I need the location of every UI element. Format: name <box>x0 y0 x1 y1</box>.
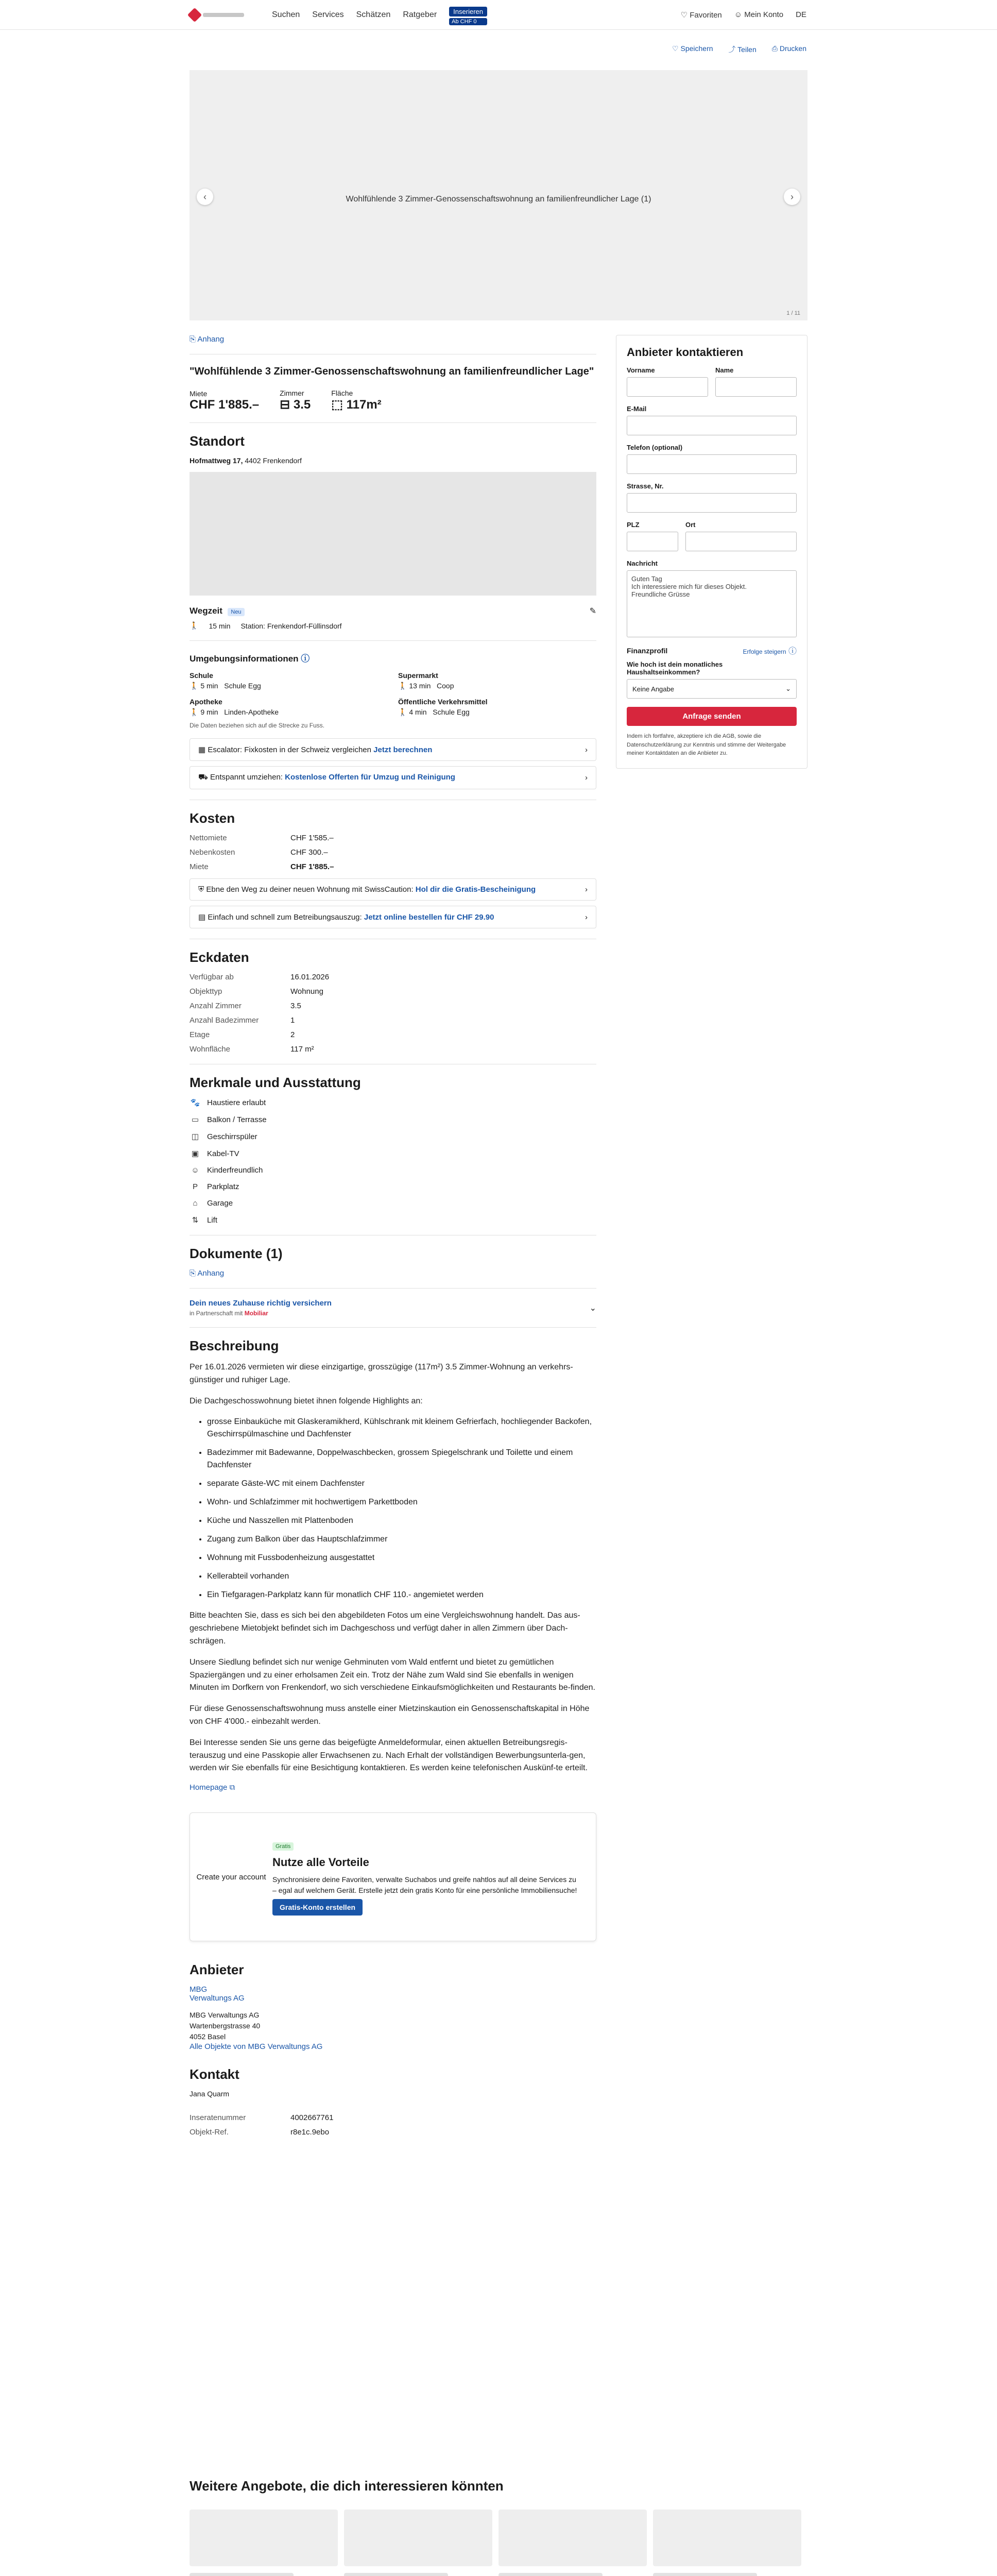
highlight-item: • Wohnung mit Fussbodenheizung ausgestattet <box>207 1552 596 1564</box>
eckdaten-key: Etage <box>190 1030 210 1039</box>
save-label: Speichern <box>680 44 713 53</box>
chevron-right-icon: › <box>585 745 588 754</box>
finance-link[interactable]: Erfolge steigern <box>743 648 786 655</box>
edit-icon[interactable]: ✎ <box>589 607 596 616</box>
street-input[interactable] <box>627 493 797 513</box>
print-label: Drucken <box>779 44 806 53</box>
new-badge: Neu <box>228 608 244 616</box>
merkmale-heading: Merkmale und Ausstattung <box>190 1075 361 1090</box>
favorites-label: Favoriten <box>690 11 722 20</box>
gallery-counter: 1 / 11 <box>786 310 800 316</box>
mobiliar-logo: Mobiliar <box>244 1310 268 1317</box>
insurance-box[interactable] <box>190 1299 596 1317</box>
favorites-link[interactable] <box>681 10 722 20</box>
nav-services[interactable]: Services <box>312 10 344 19</box>
share-button[interactable] <box>729 44 757 55</box>
message-textarea[interactable]: Guten Tag Ich interessiere mich für dieses Objekt. Freundliche Grüsse <box>627 570 797 637</box>
feature-item <box>190 1182 596 1191</box>
dokumente-heading: Dokumente (1) <box>190 1246 283 1261</box>
gallery-prev-button[interactable] <box>197 189 213 205</box>
elevator-icon: ⇅ <box>192 1216 199 1225</box>
city-label: Ort <box>685 521 696 529</box>
zip-label: PLZ <box>627 521 640 529</box>
lastname-input[interactable] <box>715 377 797 397</box>
balcony-icon: ▭ <box>191 1115 199 1124</box>
feature-label: Kinderfreundlich <box>207 1166 263 1175</box>
feature-item <box>190 1166 596 1175</box>
wegzeit-station: Station: Frenkendorf-Füllinsdorf <box>240 621 342 630</box>
attachment-icon: ⎘ <box>190 335 198 344</box>
wegzeit-label: Wegzeit <box>190 606 222 616</box>
eckdaten-row <box>190 987 596 996</box>
truck-icon: ⛟ <box>198 773 211 782</box>
area-label: Fläche <box>331 389 353 397</box>
city-input[interactable] <box>685 532 797 551</box>
account-link[interactable] <box>734 10 783 20</box>
feature-item <box>190 1149 596 1158</box>
walk-icon: 🚶 <box>398 682 407 690</box>
moving-card[interactable] <box>190 766 596 789</box>
inserieren-button[interactable] <box>449 7 487 25</box>
shield-icon: ⛨ <box>198 885 207 894</box>
eckdaten-value: 2 <box>290 1030 295 1039</box>
lastname-label: Name <box>715 366 734 374</box>
highlight-item: • grosse Einbauküche mit Glaskeramikherd, Kühlschrank mit kleinem Gefrierfach, hochliegender Backofen, Geschirrspülmaschine und Dachfenster <box>207 1416 596 1440</box>
swisscaution-card[interactable] <box>190 878 596 901</box>
dishwasher-icon: ◫ <box>191 1132 199 1141</box>
income-question: Wie hoch ist dein monatliches Haushaltseinkommen? <box>627 660 723 676</box>
description-p4: Bei Interesse senden Sie uns gerne das beigefügte Anmeldeformular, einen aktuellen Betreibungsregis-terauszug und eine Passkopie aller Erwachsenen zu. Nach Erhalt der vollständigen Bewerbungsunterla-gen, werden wir Sie ebenfalls für eine Besichtigung kontaktieren. Es werden keine telefonischen Auskünf-te erteilt. <box>190 1738 588 1773</box>
document-label: Anhang <box>197 1269 225 1278</box>
umgebung-item: Öffentliche Verkehrsmittel 🚶 4 min Schule Egg <box>398 698 488 716</box>
rooms-label: Zimmer <box>280 389 304 397</box>
listing-main <box>190 335 596 2142</box>
parking-icon: P <box>192 1182 198 1191</box>
offer-cards <box>190 2510 807 2576</box>
listing-id-row: Inseratenummer 4002667761 <box>190 2113 334 2123</box>
chevron-right-icon: › <box>585 885 588 894</box>
feature-item <box>190 1215 596 1225</box>
eckdaten-key: Objekttyp <box>190 987 222 996</box>
calculator-icon: ▦ <box>198 745 208 754</box>
chevron-down-icon: ⌄ <box>589 1303 596 1313</box>
description-intro: Per 16.01.2026 vermieten wir diese einzigartige, grosszügige (117m²) 3.5 Zimmer-Wohnung an verkehrs-günstiger und ruhiger Lage. <box>190 1363 573 1384</box>
walk-icon: 🚶 <box>398 708 407 716</box>
offer-card[interactable] <box>190 2510 338 2576</box>
umgebung-item: Schule 🚶 5 min Schule Egg <box>190 671 261 690</box>
highlight-item: • Badezimmer mit Badewanne, Doppelwaschbecken, grossem Spiegelschrank und Toilette und einem Dachfenster <box>207 1447 596 1471</box>
document-link[interactable] <box>190 1269 596 1278</box>
chevron-left-icon: ‹ <box>203 191 207 202</box>
account-label: Mein Konto <box>744 10 784 19</box>
info-icon[interactable]: ⓘ <box>301 654 310 664</box>
rooms-fact <box>280 389 311 412</box>
eckdaten-key: Verfügbar ab <box>190 973 234 981</box>
rent-fact <box>190 389 259 412</box>
send-request-button[interactable]: Anfrage senden <box>627 707 797 726</box>
image-gallery[interactable] <box>190 70 807 320</box>
eckdaten-key: Wohnfläche <box>190 1045 230 1054</box>
wegzeit-info <box>190 621 596 630</box>
provider-line: 4052 Basel <box>190 2032 226 2041</box>
more-offers <box>190 2478 807 2576</box>
contact-form-heading: Anbieter kontaktieren <box>627 346 744 359</box>
user-icon: ☺ <box>734 10 745 19</box>
share-icon: ⤴ <box>728 45 738 54</box>
chevron-right-icon: › <box>790 191 794 202</box>
eckdaten-row <box>190 973 596 981</box>
account-promo <box>190 1812 596 1941</box>
chevron-right-icon: › <box>585 773 588 782</box>
heart-icon: ♡ <box>680 11 690 20</box>
anbieter-heading: Anbieter <box>190 1962 244 1978</box>
walk-icon: 🚶 <box>190 708 199 716</box>
tax-link[interactable]: Jetzt berechnen <box>373 745 433 754</box>
wegzeit-header <box>190 606 596 616</box>
info-icon[interactable]: ⓘ <box>788 647 797 656</box>
tax-compare-card[interactable] <box>190 738 596 761</box>
betreibung-link[interactable]: Jetzt online bestellen für CHF 29.90 <box>364 913 494 922</box>
create-account-button[interactable]: Gratis-Konto erstellen <box>272 1899 363 1916</box>
finance-title: Finanzprofil <box>627 646 668 655</box>
eckdaten-value: 16.01.2026 <box>290 973 330 981</box>
chevron-right-icon: › <box>585 912 588 922</box>
walk-icon: 🚶 <box>190 621 199 630</box>
homepage-label: Homepage <box>190 1783 228 1792</box>
swisscaution-text: Ebne den Weg zu deiner neuen Wohnung mit SwissCaution: <box>206 885 416 894</box>
provider-line: Wartenbergstrasse 40 <box>190 2022 261 2030</box>
highlight-item: • Zugang zum Balkon über das Hauptschlafzimmer <box>207 1533 596 1546</box>
key-facts <box>190 389 596 412</box>
paw-icon: 🐾 <box>190 1098 200 1107</box>
description-intro2: Die Dachgeschosswohnung bietet ihnen folgende Highlights an: <box>190 1396 423 1405</box>
street-label: Strasse, Nr. <box>627 482 664 490</box>
firstname-label: Vorname <box>627 366 655 374</box>
inserieren-sub: Ab CHF 0 <box>449 18 487 25</box>
main-nav <box>272 10 487 25</box>
eckdaten-value: 3.5 <box>290 1002 301 1010</box>
kontakt-heading: Kontakt <box>190 2066 239 2082</box>
offer-card[interactable] <box>653 2510 801 2576</box>
contact-name: Jana Quarm <box>190 2090 230 2098</box>
merkmale-list <box>190 1098 596 1225</box>
print-button[interactable] <box>772 44 806 55</box>
eckdaten-value: 117 m² <box>290 1045 314 1054</box>
rooms-value: 3.5 <box>293 398 311 412</box>
provider-name-1[interactable]: MBG <box>190 1985 208 1994</box>
swisscaution-link[interactable]: Hol dir die Gratis-Bescheinigung <box>415 885 536 894</box>
printer-icon: ⎙ <box>771 44 780 53</box>
contact-form <box>616 335 807 769</box>
email-input[interactable] <box>627 416 797 435</box>
listing-actions <box>672 44 806 55</box>
gallery-caption: Wohlfühlende 3 Zimmer-Genossenschaftswohnung an familienfreundlicher Lage (1) <box>346 195 651 204</box>
feature-label: Haustiere erlaubt <box>207 1098 266 1107</box>
language-switch[interactable]: DE <box>796 10 806 19</box>
gallery-next-button[interactable] <box>784 189 800 205</box>
provider-name-2[interactable]: Verwaltungs AG <box>190 1994 245 2003</box>
rent-value: CHF 1'885.– <box>190 397 260 412</box>
kosten-row: Nebenkosten CHF 300.– <box>190 848 328 857</box>
wegzeit-time: 15 min <box>209 621 231 630</box>
insurance-sub: in Partnerschaft mit <box>190 1310 243 1317</box>
account-promo-title: Nutze alle Vorteile <box>272 1856 369 1869</box>
tv-icon: ▣ <box>191 1149 199 1158</box>
area-fact <box>331 389 381 412</box>
more-offers-heading: Weitere Angebote, die dich interessieren könnten <box>190 2478 504 2494</box>
area-icon: ⬚ <box>331 398 347 412</box>
kosten-heading: Kosten <box>190 810 235 826</box>
eckdaten-row <box>190 1002 596 1010</box>
move-link[interactable]: Kostenlose Offerten für Umzug und Reinigung <box>285 773 455 782</box>
feature-label: Lift <box>207 1215 218 1225</box>
address <box>190 456 596 465</box>
walk-icon: 🚶 <box>190 682 199 690</box>
umgebung-heading: Umgebungsinformationen <box>190 654 299 664</box>
document-icon: ▤ <box>198 913 208 922</box>
nav-ratgeber[interactable]: Ratgeber <box>403 10 437 19</box>
eckdaten-list <box>190 973 596 1054</box>
highlight-item: • Ein Tiefgaragen-Parkplatz kann für monatlich CHF 110.- angemietet werden <box>207 1589 596 1601</box>
offer-card[interactable] <box>498 2510 647 2576</box>
account-promo-left: Create your account <box>196 1872 266 1882</box>
feature-item <box>190 1115 596 1124</box>
feature-label: Garage <box>207 1199 233 1208</box>
area-value: 117m² <box>346 398 382 412</box>
share-label: Teilen <box>737 45 757 54</box>
external-link-icon: ⧉ <box>229 1783 235 1792</box>
listing-ref-row: Objekt-Ref. r8e1c.9ebo <box>190 2128 330 2137</box>
eckdaten-key: Anzahl Badezimmer <box>190 1016 259 1025</box>
feature-item <box>190 1132 596 1141</box>
save-button[interactable] <box>672 44 713 55</box>
income-select-value: Keine Angabe <box>632 685 674 693</box>
zip-input[interactable] <box>627 532 678 551</box>
email-label: E-Mail <box>627 405 647 413</box>
offer-card[interactable] <box>344 2510 492 2576</box>
description-highlights <box>190 1416 596 1601</box>
description-p2: Unsere Siedlung befindet sich nur wenige Gehminuten vom Wald entfernt und bietet zu gemütlichen Spaziergängen und zu einer erholsamen Zeit ein. Trotz der Nähe zum Wald sind Sie ebenfalls in wenigen Minuten im Dorfkern von Frenkendorf, wo sich verschiedene Einkaufsmöglichkeiten und Restaurants be-finden. <box>190 1657 595 1692</box>
highlight-item: • Küche und Nasszellen mit Plattenboden <box>207 1515 596 1527</box>
free-badge: Gratis <box>272 1842 294 1851</box>
provider-line: MBG Verwaltungs AG <box>190 2011 260 2020</box>
tax-text: Escalator: Fixkosten in der Schweiz vergleichen <box>208 745 374 754</box>
provider-all-link[interactable]: Alle Objekte von MBG Verwaltungs AG <box>190 2042 323 2052</box>
feature-label: Parkplatz <box>207 1182 239 1191</box>
address-city: 4402 Frenkendorf <box>243 456 302 465</box>
child-icon: ☺ <box>191 1166 199 1175</box>
beschreibung-heading: Beschreibung <box>190 1338 279 1353</box>
betreibung-text: Einfach und schnell zum Betreibungsauszug: <box>208 913 364 922</box>
highlight-item: • Kellerabteil vorhanden <box>207 1570 596 1583</box>
feature-label: Balkon / Terrasse <box>207 1115 267 1124</box>
description-p3: Für diese Genossenschaftswohnung muss anstelle einer Mietzinskaution ein Genossenschaftskapital in Höhe von CHF 4'000.- einbezahlt werden. <box>190 1704 590 1726</box>
eckdaten-heading: Eckdaten <box>190 950 249 965</box>
eckdaten-key: Anzahl Zimmer <box>190 1002 242 1010</box>
firstname-input[interactable] <box>627 377 708 397</box>
eckdaten-value: Wohnung <box>290 987 323 996</box>
insurance-title: Dein neues Zuhause richtig versichern <box>190 1299 332 1308</box>
location-map[interactable] <box>190 472 596 596</box>
highlight-item: • separate Gäste-WC mit einem Dachfenster <box>207 1478 596 1490</box>
garage-icon: ⌂ <box>193 1199 198 1208</box>
homegate-logo[interactable] <box>190 9 246 21</box>
attachment-icon: ⎘ <box>190 1269 198 1278</box>
eckdaten-row <box>190 1016 596 1025</box>
phone-input[interactable] <box>627 454 797 474</box>
umgebung-note: Die Daten beziehen sich auf die Strecke zu Fuss. <box>190 722 325 729</box>
umgebung-item: Apotheke 🚶 9 min Linden-Apotheke <box>190 698 279 716</box>
umgebung-grid <box>190 671 596 717</box>
attachment-label: Anhang <box>197 335 225 344</box>
standort-heading: Standort <box>190 433 245 449</box>
attachment-link[interactable] <box>190 335 596 344</box>
site-header <box>0 0 997 30</box>
homepage-link[interactable] <box>190 1783 596 1792</box>
listing-title: "Wohlfühlende 3 Zimmer-Genossenschaftswohnung an familienfreundlicher Lage" <box>190 366 594 377</box>
nav-suchen[interactable]: Suchen <box>272 10 300 19</box>
kosten-row: Nettomiete CHF 1'585.– <box>190 834 334 842</box>
income-select[interactable] <box>627 679 797 699</box>
rent-label: Miete <box>190 389 208 398</box>
feature-label: Kabel-TV <box>207 1149 239 1158</box>
inserieren-label: Inserieren <box>449 7 487 16</box>
umgebung-item: Supermarkt 🚶 13 min Coop <box>398 671 454 690</box>
betreibung-card[interactable] <box>190 906 596 928</box>
feature-item <box>190 1098 596 1107</box>
highlight-item: • Wohn- und Schlafzimmer mit hochwertigem Parkettboden <box>207 1496 596 1509</box>
nav-schaetzen[interactable]: Schätzen <box>356 10 391 19</box>
feature-item <box>190 1199 596 1208</box>
chevron-down-icon: ⌄ <box>785 685 791 692</box>
kosten-row: Miete CHF 1'885.– <box>190 862 334 871</box>
eckdaten-row <box>190 1045 596 1054</box>
eckdaten-value: 1 <box>290 1016 295 1025</box>
phone-label: Telefon (optional) <box>627 444 683 451</box>
header-right <box>681 10 806 20</box>
account-promo-text: Synchronisiere deine Favoriten, verwalte Suchabos und greife nahtlos auf all deine Services zu – egal auf welchem Gerät. Erstelle jetzt dein gratis Konto für eine persönliche Immobiliensuche! <box>272 1875 577 1895</box>
address-street: Hofmattweg 17, <box>190 456 243 465</box>
move-text: Entspannt umziehen: <box>210 773 285 782</box>
bed-icon: ⊟ <box>280 398 294 412</box>
feature-label: Geschirrspüler <box>207 1132 257 1141</box>
legal-text: Indem ich fortfahre, akzeptiere ich die AGB, sowie die Datenschutzerklärung zur Kenntnis und stimme der Weitergabe meiner Kontaktdaten an die Anbieter zu. <box>627 733 786 756</box>
description-p1: Bitte beachten Sie, dass es sich bei den abgebildeten Fotos um eine Vergleichswohnung handelt. Das aus-geschriebene Mietobjekt befindet sich im Dachgeschoss und verfügt daher in allen Zimmern über Dach-schrägen. <box>190 1611 580 1646</box>
message-label: Nachricht <box>627 560 658 567</box>
eckdaten-row <box>190 1030 596 1039</box>
heart-icon: ♡ <box>672 44 681 53</box>
